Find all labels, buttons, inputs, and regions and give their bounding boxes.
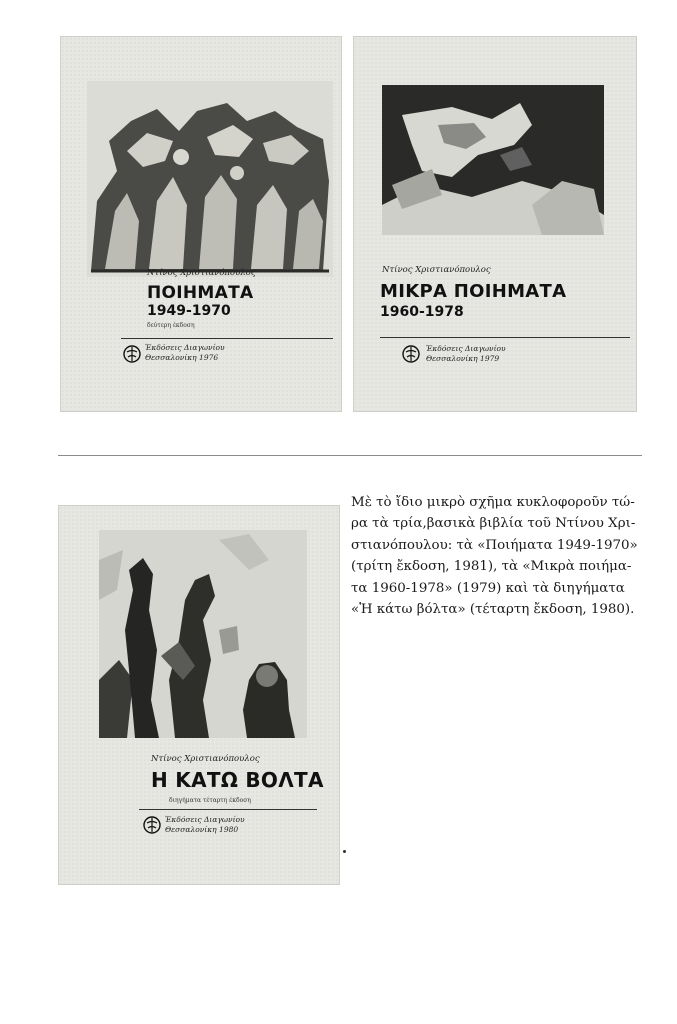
book-title: ΠΟΙΗΜΑΤΑ — [147, 283, 254, 303]
book-cover-kato-volta — [58, 505, 340, 885]
book-years: 1960-1978 — [380, 304, 464, 320]
cover-rule — [380, 337, 630, 338]
book-subtitle: διηγήματα τέταρτη έκδοση — [169, 797, 251, 804]
description-line: στιανόπουλου: τὰ «Ποιήματα 1949-1970» — [351, 537, 638, 553]
section-divider — [58, 455, 642, 456]
description-line: τα 1960-1978» (1979) καὶ τὰ διηγήματα — [351, 580, 625, 596]
book-author: Ντίνος Χριστιανόπουλος — [382, 265, 491, 275]
description-line: (τρίτη ἔκδοση, 1981), τὰ «Μικρὰ ποιήμα- — [351, 559, 632, 575]
publisher-line-1: Ἐκδόσεις Διαγωνίου — [426, 344, 506, 353]
description-line: ρα τὰ τρία,βασικὰ βιβλία τοῦ Ντίνου Χρι- — [351, 516, 636, 532]
cover-illustration-figures — [99, 530, 307, 738]
publisher-line-2: Θεσσαλονίκη 1976 — [145, 353, 219, 362]
publisher-line-1: Ἐκδόσεις Διαγωνίου — [145, 343, 225, 352]
ink-speck — [343, 850, 346, 853]
cover-illustration-abstract — [382, 85, 604, 235]
publisher-logo-icon — [143, 816, 161, 834]
book-title: ΜΙΚΡΑ ΠΟΙΗΜΑΤΑ — [380, 281, 567, 302]
cover-illustration-relief — [87, 81, 333, 277]
book-title: Η ΚΑΤΩ ΒΟΛΤΑ — [151, 768, 324, 792]
book-years: 1949-1970 — [147, 303, 231, 319]
publisher-line-1: Ἐκδόσεις Διαγωνίου — [165, 815, 245, 824]
book-author: Ντίνος Χριστιανόπουλος — [151, 754, 260, 764]
book-cover-mikra-poiimata — [353, 36, 637, 412]
publisher-logo-icon — [123, 345, 141, 363]
publisher-line-2: Θεσσαλονίκη 1980 — [165, 825, 239, 834]
publisher-logo-icon — [402, 345, 420, 363]
book-cover-poiimata — [60, 36, 342, 412]
book-edition: δεύτερη έκδοση — [147, 322, 195, 329]
description-line: Μὲ τὸ ἴδιο μικρὸ σχῆμα κυκλοφοροῦν τώ- — [351, 495, 635, 510]
cover-rule — [139, 809, 317, 810]
description-paragraph — [351, 492, 643, 620]
cover-rule — [121, 338, 333, 339]
book-author: Ντίνος Χριστιανόπουλος — [147, 268, 256, 278]
description-line: «Ἡ κάτω βόλτα» (τέταρτη ἔκδοση, 1980). — [351, 602, 635, 618]
publisher-line-2: Θεσσαλονίκη 1979 — [426, 354, 500, 363]
